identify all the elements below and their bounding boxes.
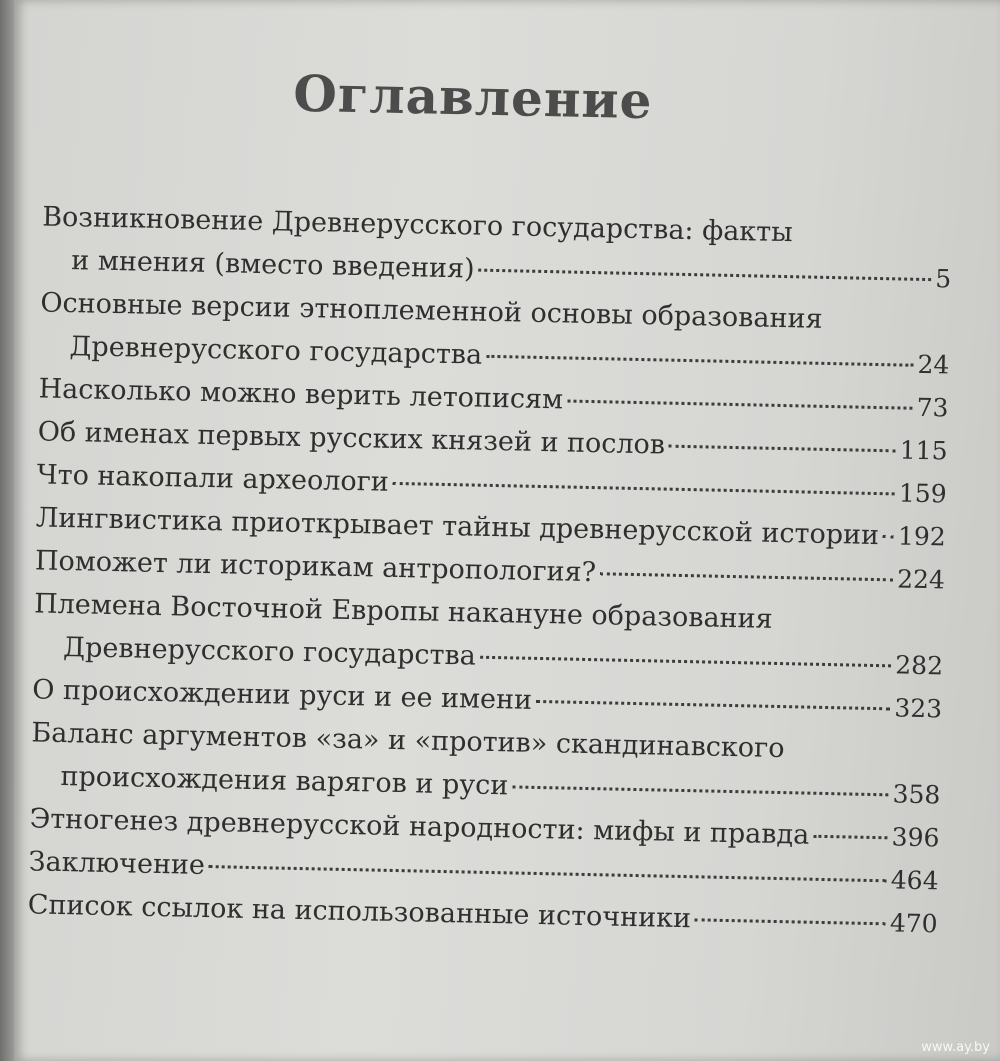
dot-leader <box>883 535 894 538</box>
toc-entry-title: Баланс аргументов «за» и «против» скандинавского <box>31 717 785 765</box>
toc-page-number: 323 <box>894 693 943 724</box>
toc-page-number: 224 <box>896 564 946 595</box>
toc-entry-title-cont: Древнерусского государства <box>62 632 477 672</box>
book-spine-shadow <box>0 0 14 1061</box>
toc-entry-title: Основные версии этноплеменной основы образования <box>40 287 823 335</box>
toc-entry-title: Возникновение Древнерусского государства: факты <box>41 201 793 249</box>
dot-leader <box>536 700 890 710</box>
dot-leader <box>486 355 913 367</box>
toc-page-number: 358 <box>892 779 941 810</box>
toc-entry-title: О происхождении руси и ее имени <box>32 674 533 716</box>
toc-entry-title: Этногенез древнерусской народности: мифы и правда <box>29 803 810 851</box>
toc-page-number: 464 <box>890 865 939 896</box>
dot-leader <box>813 835 888 840</box>
toc-entry-title-cont: происхождения варягов и руси <box>60 760 509 802</box>
dot-leader <box>480 656 892 668</box>
toc-page-number: 282 <box>895 650 944 681</box>
dot-leader <box>669 445 896 453</box>
toc-page-number: 396 <box>891 822 940 853</box>
dot-leader <box>512 785 888 796</box>
toc-entry-title: Что накопали археологи <box>36 459 390 498</box>
toc-entry-title: Заключение <box>28 846 206 882</box>
toc-entry-title-cont: и мнения (вместо введения) <box>71 245 475 285</box>
toc-entry-title: Поможет ли историкам антропология? <box>34 545 597 589</box>
dot-leader <box>393 482 895 496</box>
toc-page-number: 115 <box>899 435 948 466</box>
toc-entry-title: Лингвистика приоткрывает тайны древнерусской истории <box>35 502 880 552</box>
dot-leader <box>567 400 913 410</box>
toc-page-number: 470 <box>889 908 938 939</box>
toc-page-number: 159 <box>898 478 947 509</box>
toc-entry-title: Об именах первых русских князей и послов <box>37 416 666 461</box>
dot-leader <box>600 572 893 581</box>
dot-leader <box>695 918 886 925</box>
dot-leader <box>479 269 932 281</box>
table-of-contents <box>27 195 952 945</box>
toc-entry-title: Насколько можно верить летописям <box>38 373 564 416</box>
page-content <box>14 0 1000 1061</box>
toc-page-number: 24 <box>917 349 950 380</box>
toc-entry-title-cont: Древнерусского государства <box>69 331 483 371</box>
watermark: www.ay.by <box>921 1040 990 1055</box>
toc-entry-title: Племена Восточной Европы накануне образования <box>33 588 773 635</box>
toc-page-number: 5 <box>934 264 952 294</box>
toc-entry-title: Список ссылок на использованные источники <box>27 889 692 935</box>
toc-page-number: 73 <box>916 392 949 423</box>
page-title: Оглавление <box>292 63 654 131</box>
toc-page-number: 192 <box>897 521 947 552</box>
book-page <box>14 0 1000 1061</box>
dot-leader <box>209 865 887 882</box>
